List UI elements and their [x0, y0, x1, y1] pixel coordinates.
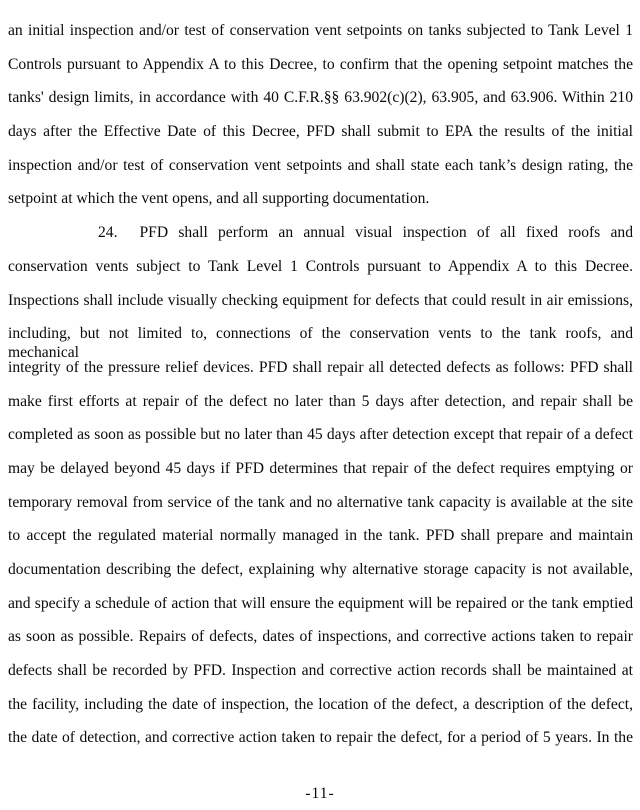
text-line: including, but not limited to, connections of the conservation vents to the tank roofs, and mechanical	[8, 325, 633, 362]
text-line: completed as soon as possible but no later than 45 days after detection except that repair of a defect	[8, 426, 633, 444]
text-line: conservation vents subject to Tank Level 1 Controls pursuant to Appendix A to this Decree.	[8, 257, 633, 275]
text-line: temporary removal from service of the tank and no alternative tank capacity is available at the site	[8, 493, 633, 511]
text-line: defects shall be recorded by PFD. Inspection and corrective action records shall be maintained at	[8, 662, 633, 680]
text-line: may be delayed beyond 45 days if PFD determines that repair of the defect requires emptying or	[8, 459, 633, 477]
text-line: tanks' design limits, in accordance with 40 C.F.R.§§ 63.902(c)(2), 63.905, and 63.906. Within 210	[8, 89, 633, 107]
text-line: to accept the regulated material normally managed in the tank. PFD shall prepare and maintain	[8, 527, 633, 545]
text-line: an initial inspection and/or test of conservation vent setpoints on tanks subjected to Tank Level 1	[8, 22, 633, 39]
text-line: setpoint at which the vent opens, and all supporting documentation.	[8, 190, 430, 208]
text-line: Controls pursuant to Appendix A to this Decree, to confirm that the opening setpoint matches the	[8, 55, 633, 73]
text-line: documentation describing the defect, explaining why alternative storage capacity is not available,	[8, 561, 633, 578]
text-line: make first efforts at repair of the defect no later than 5 days after detection, and repair shall be	[8, 392, 633, 410]
document-page	[8, 21, 633, 762]
text-line: the facility, including the date of inspection, the location of the defect, a description of the defect,	[8, 695, 633, 713]
text-line: inspection and/or test of conservation vent setpoints and shall state each tank’s design rating, the	[8, 156, 633, 174]
paragraph-text: PFD shall perform an annual visual inspection of all fixed roofs and	[139, 224, 633, 242]
paragraph-number: 24.	[98, 224, 118, 242]
text-line: Inspections shall include visually checking equipment for defects that could result in air emissions,	[8, 291, 633, 309]
text-line: integrity of the pressure relief devices. PFD shall repair all detected defects as follows: PFD shall	[8, 358, 633, 376]
text-line: and specify a schedule of action that will ensure the equipment will be repaired or the tank emptied	[8, 594, 633, 612]
text-line: days after the Effective Date of this Decree, PFD shall submit to EPA the results of the initial	[8, 123, 633, 141]
paragraph-24-first-line	[8, 223, 633, 257]
page-number: -11-	[305, 785, 335, 802]
text-line: as soon as possible. Repairs of defects, dates of inspections, and corrective actions taken to repair	[8, 628, 633, 646]
text-line: the date of detection, and corrective action taken to repair the defect, for a period of 5 years. In the	[8, 729, 633, 747]
